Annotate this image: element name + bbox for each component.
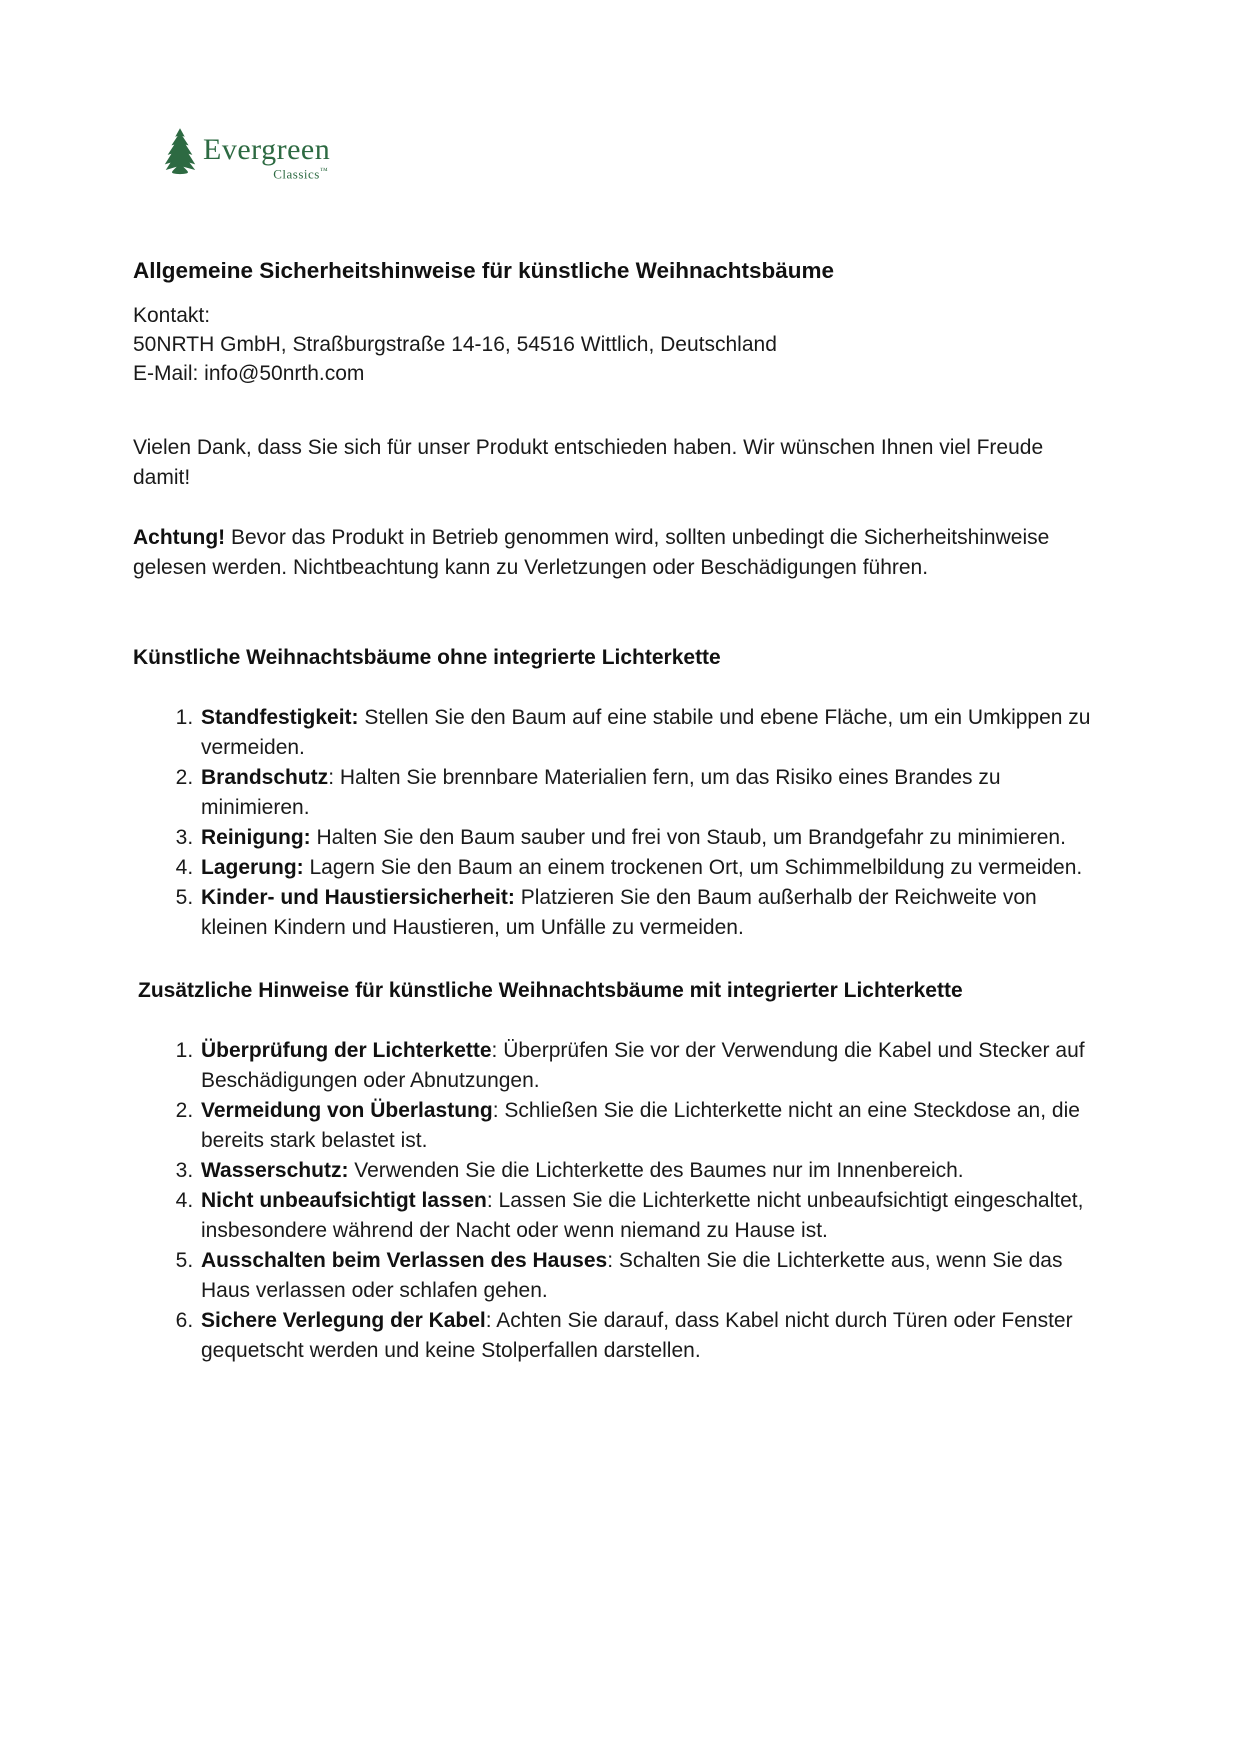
list-item — [199, 823, 1100, 853]
logo-sub-text: Classics — [273, 166, 320, 182]
list-item — [199, 1156, 1100, 1186]
contact-email: E-Mail: info@50nrth.com — [133, 362, 365, 385]
list-item-text: : Schalten Sie die Lichterkette aus, wenn Sie das Haus verlassen oder schlafen gehen. — [201, 1249, 1063, 1302]
section-heading-no-lights: Künstliche Weihnachtsbäume ohne integrierte Lichterkette — [133, 646, 721, 669]
list-item-text: Verwenden Sie die Lichterkette des Baumes nur im Innenbereich. — [348, 1159, 964, 1182]
logo-sub-name — [273, 167, 328, 180]
list-item-lead: Lagerung: — [201, 856, 304, 879]
contact-label: Kontakt: — [133, 304, 211, 327]
list-item-lead: Sichere Verlegung der Kabel — [201, 1309, 486, 1332]
list-item — [199, 1096, 1100, 1156]
list-item — [199, 883, 1100, 943]
list-item-text: : Überprüfen Sie vor der Verwendung die Kabel und Stecker auf Beschädigungen oder Abnutzungen. — [201, 1039, 1085, 1092]
list-item-text: Halten Sie den Baum sauber und frei von Staub, um Brandgefahr zu minimieren. — [310, 826, 1066, 849]
warning-paragraph — [133, 523, 1100, 583]
safety-list-with-lights — [133, 1036, 1100, 1366]
warning-text: Bevor das Produkt in Betrieb genommen wird, sollten unbedingt die Sicherheitshinweise gelesen werden. Nichtbeachtung kann zu Verletzungen oder Beschädigungen führen. — [133, 526, 1050, 579]
list-item-text: Platzieren Sie den Baum außerhalb der Reichweite von kleinen Kindern und Haustieren, um Unfälle zu vermeiden. — [201, 886, 1037, 939]
list-item-lead: Überprüfung der Lichterkette — [201, 1039, 492, 1062]
trademark-symbol: ™ — [319, 166, 329, 175]
list-item-lead: Standfestigkeit: — [201, 706, 359, 729]
list-item-text: Lagern Sie den Baum an einem trockenen Ort, um Schimmelbildung zu vermeiden. — [303, 856, 1083, 879]
list-item-text: Stellen Sie den Baum auf eine stabile und ebene Fläche, um ein Umkippen zu vermeiden. — [201, 706, 1091, 759]
intro-paragraph: Vielen Dank, dass Sie sich für unser Produkt entschieden haben. Wir wünschen Ihnen viel Freude damit! — [133, 436, 1044, 489]
list-item-lead: Brandschutz — [201, 766, 329, 789]
list-item-text: : Halten Sie brennbare Materialien fern, um das Risiko eines Brandes zu minimieren. — [201, 766, 1001, 819]
contact-block — [133, 301, 1100, 388]
evergreen-tree-icon — [161, 127, 199, 182]
list-item-lead: Reinigung: — [201, 826, 311, 849]
section-heading-with-lights: Zusätzliche Hinweise für künstliche Weihnachtsbäume mit integrierter Lichterkette — [138, 979, 963, 1002]
list-item — [199, 703, 1100, 763]
list-item — [199, 763, 1100, 823]
list-item-lead: Ausschalten beim Verlassen des Hauses — [201, 1249, 608, 1272]
list-item-lead: Vermeidung von Überlastung — [201, 1099, 493, 1122]
warning-lead: Achtung! — [133, 526, 226, 549]
list-item — [199, 853, 1100, 883]
list-item-text: : Schließen Sie die Lichterkette nicht an eine Steckdose an, die bereits stark belastet ist. — [201, 1099, 1080, 1152]
logo-brand-name: Evergreen — [203, 133, 331, 166]
safety-list-no-lights — [133, 703, 1100, 943]
list-item — [199, 1186, 1100, 1246]
list-item-text: : Achten Sie darauf, dass Kabel nicht durch Türen oder Fenster gequetscht werden und keine Stolperfallen darstellen. — [201, 1309, 1073, 1362]
list-item — [199, 1246, 1100, 1306]
list-item — [199, 1036, 1100, 1096]
contact-address: 50NRTH GmbH, Straßburgstraße 14-16, 54516 Wittlich, Deutschland — [133, 333, 777, 356]
list-item-lead: Wasserschutz: — [201, 1159, 349, 1182]
page-title: Allgemeine Sicherheitshinweise für künstliche Weihnachtsbäume — [133, 258, 835, 283]
evergreen-classics-logo — [161, 125, 1100, 182]
logo-text — [203, 125, 330, 180]
list-item-text: : Lassen Sie die Lichterkette nicht unbeaufsichtigt eingeschaltet, insbesondere während der Nacht oder wenn niemand zu Hause ist. — [201, 1189, 1084, 1242]
list-item — [199, 1306, 1100, 1366]
list-item-lead: Nicht unbeaufsichtigt lassen — [201, 1189, 487, 1212]
list-item-lead: Kinder- und Haustiersicherheit: — [201, 886, 515, 909]
